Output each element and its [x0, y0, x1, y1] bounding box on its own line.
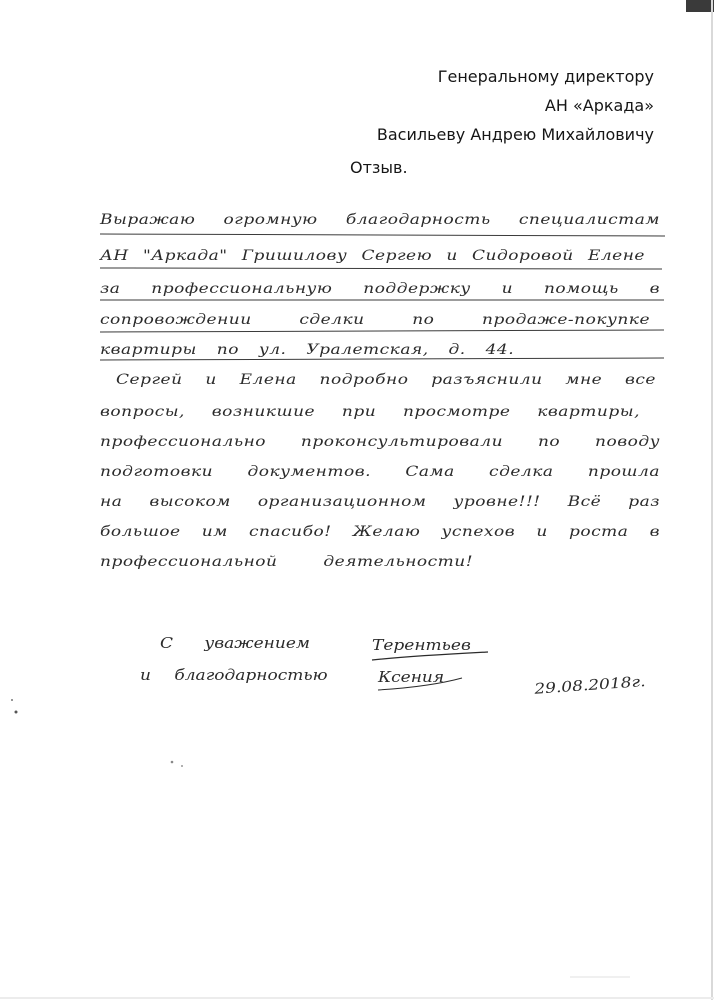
- closing-line-1: С уважением: [160, 635, 310, 652]
- body-line-4: сопровождении сделки по продаже-покупке: [100, 311, 650, 328]
- closing-date: 29.08.2018г.: [533, 673, 647, 698]
- recipient-name: Васильеву Андрею Михайловичу: [376, 125, 654, 144]
- closing-line-2: и благодарностью: [140, 667, 328, 684]
- body-line-11: большое им спасибо! Желаю успехов и роста в: [100, 523, 660, 540]
- recipient-position: Генеральному директору: [437, 67, 654, 86]
- signature-name: Ксения: [378, 669, 445, 686]
- body-line-10: на высоком организационном уровне!!! Всё раз: [100, 493, 660, 510]
- body-line-2: АН "Аркада" Гришилову Сергею и Сидоровой Елене: [100, 247, 645, 264]
- body-line-1: Выражаю огромную благодарность специалистам: [100, 211, 660, 228]
- recipient-company: АН «Аркада»: [544, 96, 654, 115]
- signature-surname: Терентьев: [372, 637, 471, 654]
- body-line-8: профессионально проконсультировали по поводу: [100, 433, 660, 450]
- document-title: Отзыв.: [350, 158, 408, 177]
- body-line-5: квартиры по ул. Уралетская, д. 44.: [100, 341, 515, 358]
- body-line-12: профессиональной деятельности!: [100, 553, 474, 570]
- body-line-6: Сергей и Елена подробно разъяснили мне все: [116, 371, 656, 388]
- body-line-3: за профессиональную поддержку и помощь в: [100, 280, 660, 297]
- body-line-7: вопросы, возникшие при просмотре квартиры,: [100, 403, 640, 420]
- body-line-9: подготовки документов. Сама сделка прошла: [100, 463, 660, 480]
